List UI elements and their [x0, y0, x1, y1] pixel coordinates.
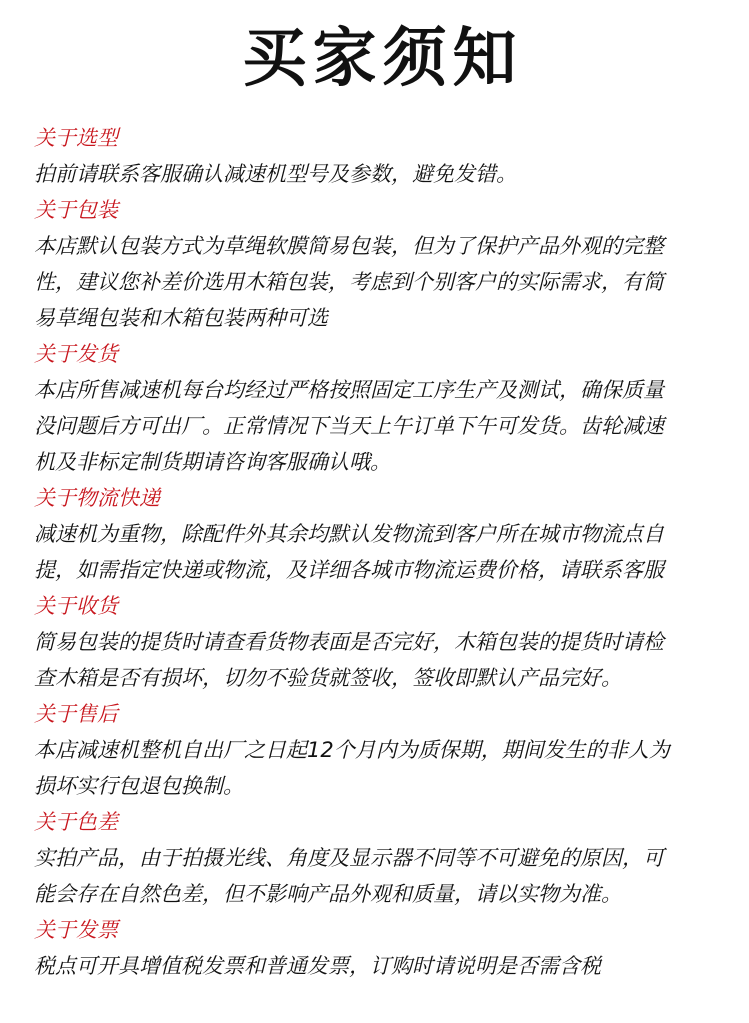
section-body	[34, 732, 731, 804]
section-heading: 关于发票	[34, 918, 118, 942]
section-body	[34, 516, 731, 588]
section-body-line: 查木箱是否有损坏，切勿不验货就签收，签收即默认产品完好。	[34, 666, 622, 690]
notice-section	[34, 588, 731, 696]
section-body-line: 本店默认包装方式为草绳软膜简易包装，但为了保护产品外观的完整	[34, 234, 664, 258]
notice-section	[34, 696, 731, 804]
section-body-line: 提，如需指定快递或物流，及详细各城市物流运费价格，请联系客服	[34, 558, 664, 582]
notice-section	[34, 336, 731, 480]
section-body-line: 本店所售减速机每台均经过严格按照固定工序生产及测试，确保质量	[34, 378, 664, 402]
section-body-line: 税点可开具增值税发票和普通发票，订购时请说明是否需含税	[34, 954, 601, 978]
section-body-line: 易草绳包装和木箱包装两种可选	[34, 306, 328, 330]
notice-section	[34, 804, 731, 912]
section-heading: 关于物流快递	[34, 486, 160, 510]
section-body	[34, 840, 731, 912]
section-heading: 关于售后	[34, 702, 118, 726]
section-body-line: 损坏实行包退包换制。	[34, 774, 244, 798]
notice-section	[34, 192, 731, 336]
section-body-line: 本店减速机整机自出厂之日起12个月内为质保期，期间发生的非人为	[34, 738, 670, 762]
section-body	[34, 156, 731, 192]
notice-section	[34, 480, 731, 588]
notice-section	[34, 120, 731, 192]
notice-section	[34, 912, 731, 984]
section-body-line: 实拍产品，由于拍摄光线、角度及显示器不同等不可避免的原因，可	[34, 846, 664, 870]
section-body	[34, 624, 731, 696]
section-body-line: 机及非标定制货期请咨询客服确认哦。	[34, 450, 391, 474]
section-body	[34, 228, 731, 336]
notice-sections	[34, 120, 731, 984]
section-heading: 关于发货	[34, 342, 118, 366]
section-body-line: 没问题后方可出厂。正常情况下当天上午订单下午可发货。齿轮减速	[34, 414, 664, 438]
section-heading: 关于选型	[34, 126, 118, 150]
section-body-line: 简易包装的提货时请查看货物表面是否完好，木箱包装的提货时请检	[34, 630, 664, 654]
section-body-line: 性，建议您补差价选用木箱包装，考虑到个别客户的实际需求，有简	[34, 270, 664, 294]
section-body-line: 能会存在自然色差，但不影响产品外观和质量，请以实物为准。	[34, 882, 622, 906]
section-heading: 关于包装	[34, 198, 118, 222]
section-body-line: 减速机为重物，除配件外其余均默认发物流到客户所在城市物流点自	[34, 522, 664, 546]
section-body	[34, 948, 731, 984]
page-title: 买家须知	[242, 22, 523, 96]
section-body	[34, 372, 731, 480]
section-body-line: 拍前请联系客服确认减速机型号及参数，避免发错。	[34, 162, 517, 186]
section-heading: 关于收货	[34, 594, 118, 618]
section-heading: 关于色差	[34, 810, 118, 834]
